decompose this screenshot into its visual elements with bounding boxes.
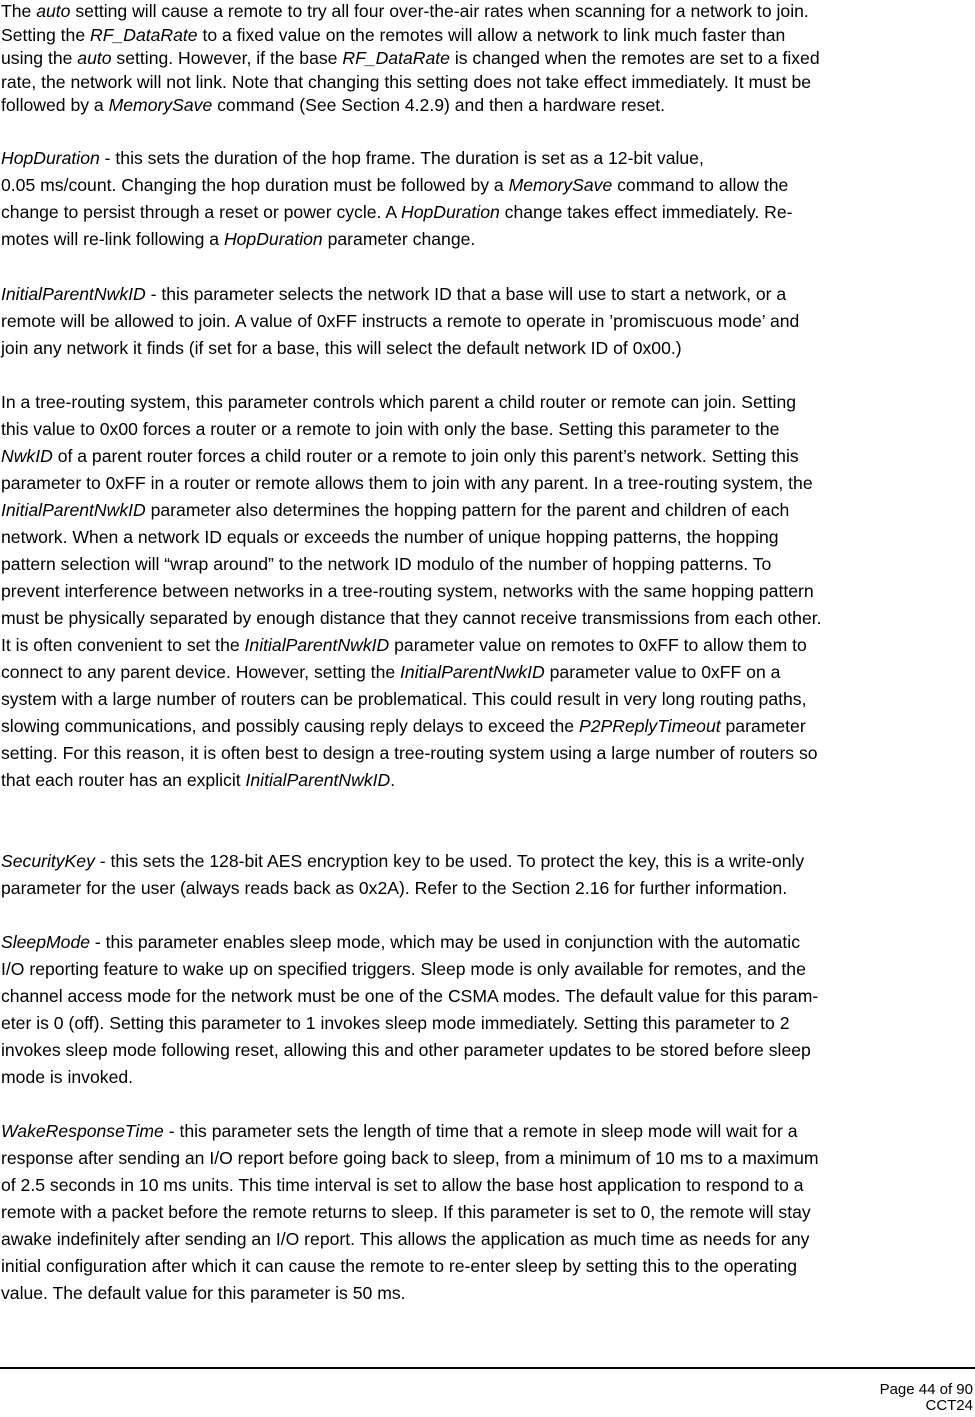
text-run: of a parent router forces a child router or a remote to join only this parent’s network. Setting this [52,446,799,466]
text-run: change takes effect immediately. Re- [499,202,793,222]
text-line [1,686,973,713]
paragraph-sleep-mode [1,929,973,1091]
text-line [1,848,973,875]
text-run: 0.05 ms/count. Changing the hop duration must be followed by a [1,175,509,195]
text-run: that each router has an explicit [1,770,246,790]
text-line [1,308,973,335]
parameter-name: InitialParentNwkID [400,662,545,682]
parameter-name: SecurityKey [1,851,95,871]
text-run: parameter to 0xFF in a router or remote allows them to join with any parent. In a tree-routing system, the [1,473,813,493]
text-run: remote with a packet before the remote returns to sleep. If this parameter is set to 0, the remote will stay [1,1202,811,1222]
text-run: setting will cause a remote to try all four over-the-air rates when scanning for a network to join. [70,1,809,21]
text-line [1,24,973,48]
text-line [1,929,973,956]
parameter-name: auto [77,48,112,68]
text-run: setting. For this reason, it is often best to design a tree-routing system using a large number of routers so [1,743,818,763]
text-run: parameter change. [322,229,476,249]
text-line [1,524,973,551]
text-line [1,443,973,470]
paragraph-security-key [1,848,973,902]
text-run: to a fixed value on the remotes will allow a network to link much faster than [197,24,786,45]
document-id: CCT24 [925,1397,973,1414]
text-run: - this sets the 128-bit AES encryption key to be used. To protect the key, this is a write-only [94,851,805,871]
text-run: setting. However, if the base [111,48,343,68]
text-line [1,94,973,118]
text-run: system with a large number of routers can be problematical. This could result in very long routing paths, [1,689,807,709]
text-line [1,713,973,740]
text-run: pattern selection will “wrap around” to the network ID modulo of the number of hopping patterns. To [1,554,772,574]
parameter-name: InitialParentNwkID [1,284,146,304]
text-line [1,226,973,253]
text-line [1,47,973,71]
parameter-name: P2PReplyTimeout [578,716,721,736]
text-run: awake indefinitely after sending an I/O report. This allows the application as much time as needs for any [1,1229,810,1249]
text-run: of 2.5 seconds in 10 ms units. This time interval is set to allow the base host application to respond to a [1,1175,804,1195]
text-line [1,659,973,686]
parameter-name: RF_DataRate [90,24,198,45]
parameter-name: InitialParentNwkID [244,635,390,655]
text-line [1,389,973,416]
text-run: The [1,1,37,21]
text-run: eter is 0 (off). Setting this parameter to 1 invokes sleep mode immediately. Setting this parameter to 2 [1,1013,790,1033]
page-footer [880,1382,973,1414]
text-line [1,1064,973,1091]
text-run: In a tree-routing system, this parameter controls which parent a child router or remote can join. Setting [1,392,797,412]
text-run: mode is invoked. [1,1067,134,1087]
text-run: channel access mode for the network must be one of the CSMA modes. The default value for this param- [1,986,819,1006]
text-run: invokes sleep mode following reset, allowing this and other parameter updates to be stored before sleep [1,1040,811,1060]
text-run: I/O reporting feature to wake up on specified triggers. Sleep mode is only available for remotes, and the [1,959,806,979]
text-run: It is often convenient to set the [1,635,245,655]
text-line [1,172,973,199]
text-run: slowing communications, and possibly causing reply delays to exceed the [1,716,579,736]
text-line [1,335,973,362]
parameter-name: RF_DataRate [342,48,450,68]
text-run: initial configuration after which it can cause the remote to re-enter sleep by setting this to the operating [1,1256,798,1276]
text-run: this value to 0x00 forces a router or a remote to join with only the base. Setting this parameter to the [1,419,780,439]
text-run: must be physically separated by enough distance that they cannot receive transmissions from each other. [1,608,822,628]
text-line [1,767,973,794]
text-run: change to persist through a reset or power cycle. A [1,202,401,222]
text-run: connect to any parent device. However, setting the [1,662,401,682]
text-run: rate, the network will not link. Note that changing this setting does not take effect immediately. It must be [1,71,812,92]
text-run: parameter value on remotes to 0xFF to allow them to [389,635,807,655]
parameter-name: HopDuration [1,148,100,168]
paragraph-convenient-setting [1,632,973,794]
text-run: command to allow the [612,175,789,195]
text-run: parameter value to 0xFF on a [544,662,781,682]
text-line [1,71,973,95]
parameter-name: auto [36,1,71,21]
paragraph-tree-routing [1,389,973,632]
text-run: prevent interference between networks in a tree-routing system, networks with the same hopping pattern [1,581,814,601]
text-run: . [390,770,396,790]
text-line [1,1010,973,1037]
text-line [1,740,973,767]
parameter-name: HopDuration [223,229,323,249]
text-line [1,956,973,983]
parameter-name: MemorySave [108,95,213,115]
text-run: network. When a network ID equals or exceeds the number of unique hopping patterns, the hopping [1,527,779,547]
text-line [1,1037,973,1064]
parameter-name: HopDuration [401,202,500,222]
text-line [1,551,973,578]
text-line [1,416,973,443]
text-run: remote will be allowed to join. A value of 0xFF instructs a remote to operate in ’promiscuous mode’ and [1,311,800,331]
text-line [1,1199,973,1226]
text-run: command (See Section 4.2.9) and then a hardware reset. [212,95,666,115]
paragraph-wake-response-time [1,1118,973,1307]
text-run: Setting the [1,24,91,45]
parameter-name: InitialParentNwkID [245,770,391,790]
parameter-name: WakeResponseTime [1,1121,164,1141]
text-run: - this parameter enables sleep mode, which may be used in conjunction with the automatic [90,932,801,952]
footer-divider [0,1367,975,1369]
text-run: followed by a [1,95,109,115]
text-line [1,875,973,902]
text-run: join any network it finds (if set for a base, this will select the default network ID of 0x00.) [1,338,682,358]
text-line [1,1280,973,1307]
text-line [1,1253,973,1280]
text-run: response after sending an I/O report before going back to sleep, from a minimum of 10 ms to a maximum [1,1148,819,1168]
text-line [1,983,973,1010]
text-line [1,578,973,605]
page-number: Page 44 of 90 [879,1381,973,1398]
text-line [1,0,973,24]
parameter-name: NwkID [1,446,53,466]
paragraph-auto-rate [1,0,973,118]
text-line [1,281,973,308]
text-line [1,145,973,172]
text-run: - this sets the duration of the hop frame. The duration is set as a 12-bit value, [99,148,704,168]
text-line [1,470,973,497]
text-run: - this parameter sets the length of time that a remote in sleep mode will wait for a [163,1121,798,1141]
parameter-name: SleepMode [1,932,91,952]
parameter-name: MemorySave [508,175,613,195]
paragraph-initial-parent-nwkid [1,281,973,362]
text-run: parameter also determines the hopping pattern for the parent and children of each [145,500,790,520]
text-run: using the [1,48,78,68]
text-line [1,1226,973,1253]
text-run: parameter [720,716,806,736]
paragraph-hop-duration [1,145,973,253]
text-run: value. The default value for this parameter is 50 ms. [1,1283,406,1303]
text-line [1,1118,973,1145]
text-line [1,497,973,524]
text-run: is changed when the remotes are set to a fixed [449,48,820,68]
text-line [1,1145,973,1172]
text-line [1,1172,973,1199]
text-run: - this parameter selects the network ID that a base will use to start a network, or a [145,284,787,304]
text-line [1,199,973,226]
text-run: motes will re-link following a [1,229,224,249]
text-run: parameter for the user (always reads back as 0x2A). Refer to the Section 2.16 for further information. [1,878,788,898]
text-line [1,605,973,632]
parameter-name: InitialParentNwkID [1,500,146,520]
text-line [1,632,973,659]
